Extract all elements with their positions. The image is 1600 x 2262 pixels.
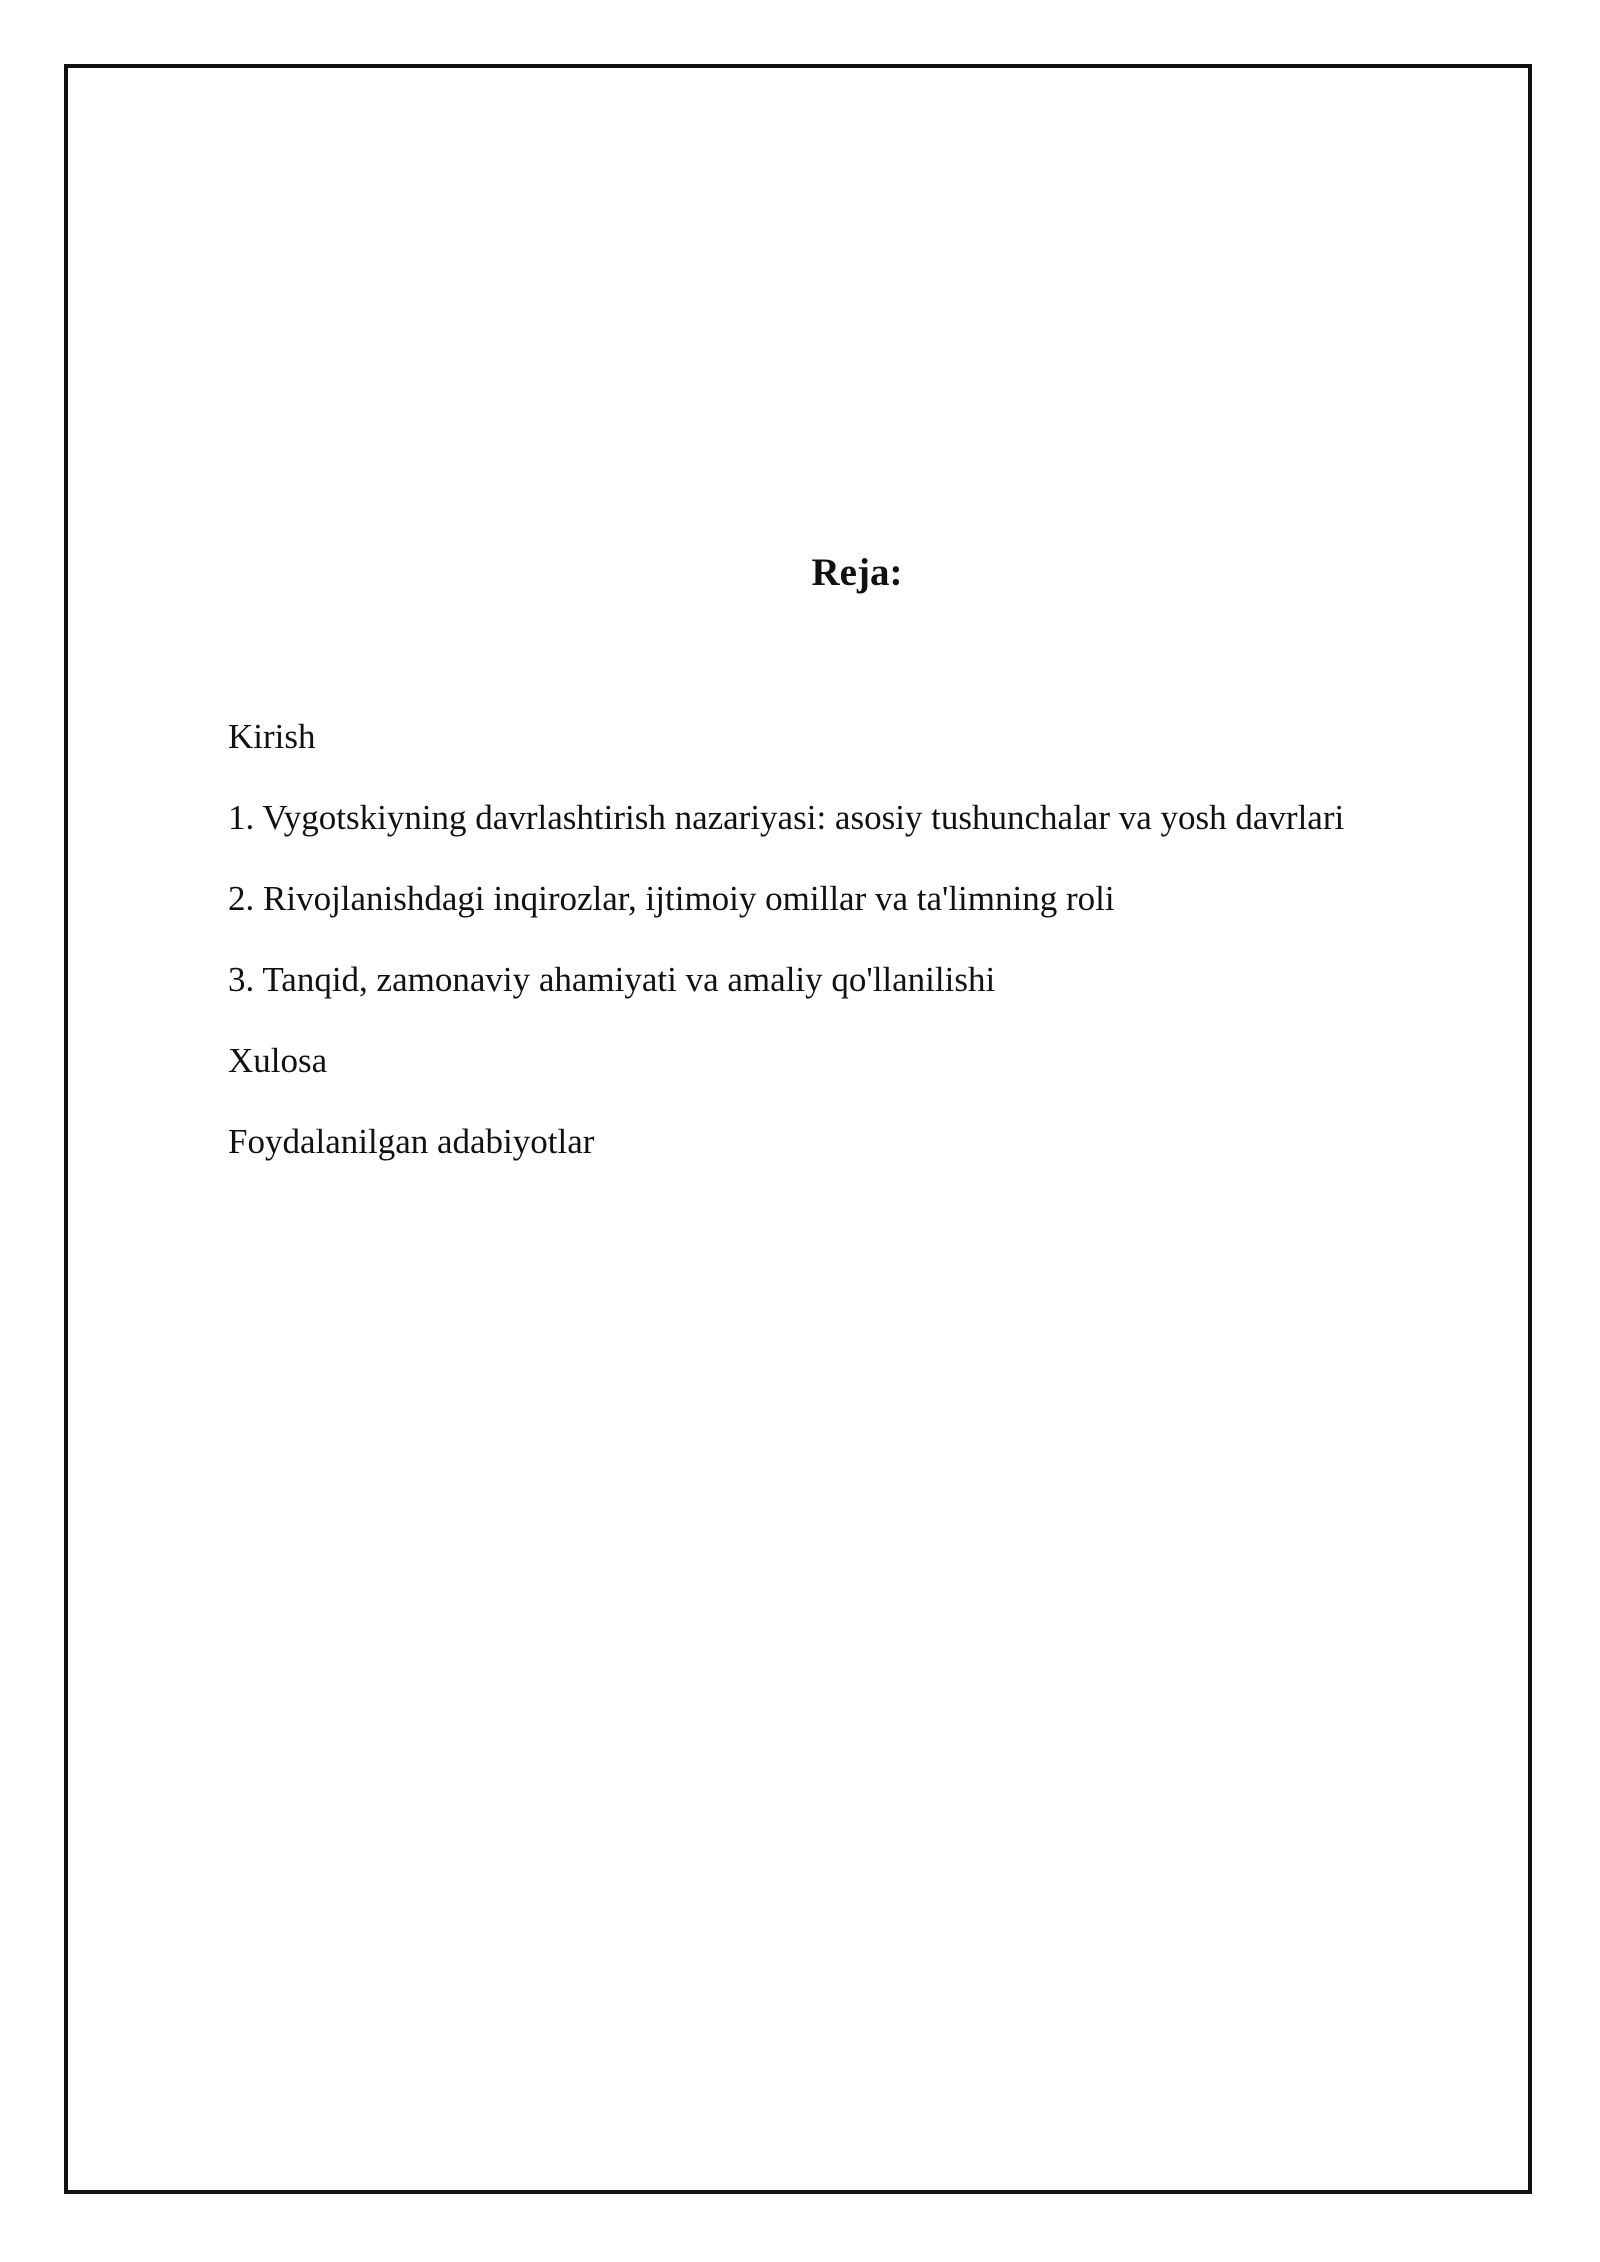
toc-item-conclusion: Xulosa <box>228 1041 328 1080</box>
table-of-contents <box>228 696 1344 1182</box>
toc-item-2: 2. Rivojlanishdagi inqirozlar, ijtimoiy omillar va ta'limning roli <box>228 879 1115 918</box>
page-title: Reja: <box>811 551 903 594</box>
toc-item-references: Foydalanilgan adabiyotlar <box>228 1122 595 1161</box>
toc-item-3: 3. Tanqid, zamonaviy ahamiyati va amaliy qo'llanilishi <box>228 960 996 999</box>
toc-item-introduction: Kirish <box>228 717 316 756</box>
toc-item-1: 1. Vygotskiyning davrlashtirish nazariyasi: asosiy tushunchalar va yosh davrlari <box>228 798 1345 837</box>
